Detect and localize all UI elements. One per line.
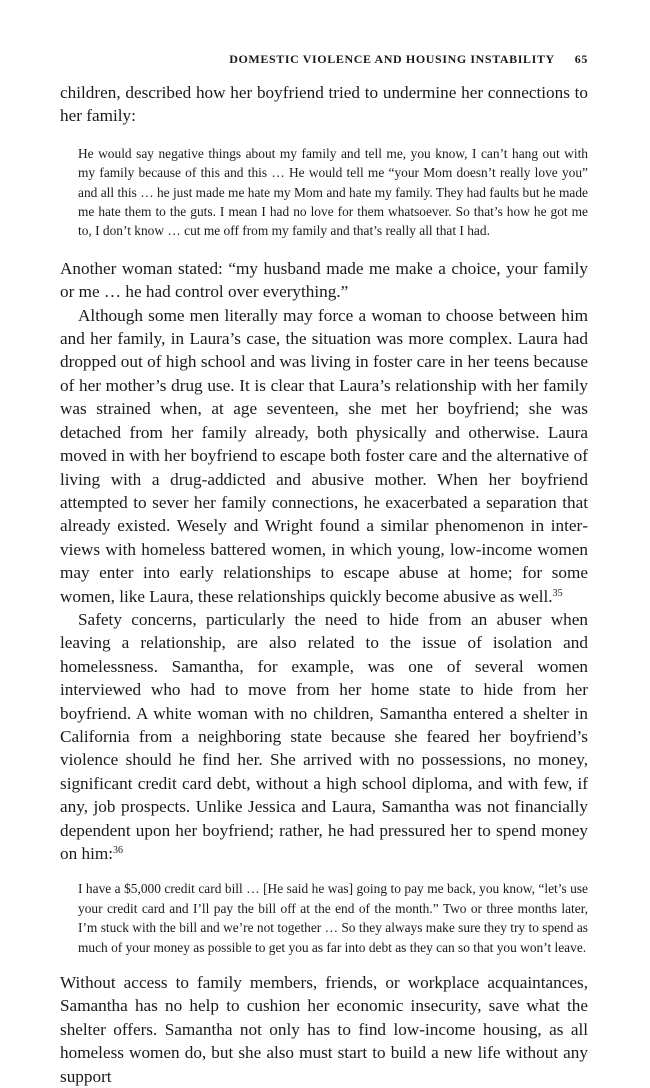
running-head-title: DOMESTIC VIOLENCE AND HOUSING INSTABILITY: [229, 52, 555, 66]
paragraph-2: Another woman stated: “my husband made me make a choice, your family or me … he had control over everything.”: [60, 258, 588, 302]
block-quote-1: He would say negative things about my family and tell me, you know, I can’t hang out with my family because of this and this … He would tell me “your Mom doesn’t really love you” and all this … he just made me hate my Mom and hate my family. They had faults but he made me hate them to the guts. I mean I had no love for them whatsoever. So that’s how he got me to, I don’t know … cut me off from my family and that’s really all that I had.: [78, 145, 588, 239]
page: [60, 52, 588, 1088]
paragraph-3: [60, 304, 588, 608]
paragraph-4: [60, 608, 588, 865]
block-quote-2: I have a $5,000 credit card bill … [He said he was] going to pay me back, you know, “let’s use your credit card and I’ll pay the bill off at the end of the month.” Two or three months later, I’m stuck with the bill and we’re not together … So they always make sure they try to spend as much of your money as possible to get you as far into debt as they can so that you won’t leave.: [78, 881, 588, 955]
running-header: [60, 52, 588, 67]
paragraph-4-text: Safety concerns, particularly the need to hide from an abuser when leaving a relationship, are also related to the issue of isolation and homelessness. Samantha, for example, was one of several women interviewed who had to move from her home state to hide from her boyfriend. A white woman with no children, Samantha entered a shelter in California from a neighboring state because she feared her boyfriend’s violence should he find her. She arrived with no possessions, no money, significant credit card debt, without a high school diploma, and with few, if any, job prospects. Unlike Jessica and Laura, Samantha was not financially dependent upon her boyfriend; rather, he had pressured her to spend money on him:: [60, 609, 588, 863]
paragraph-1: children, described how her boyfriend tried to undermine her connections to her family:: [60, 83, 588, 126]
footnote-ref-36[interactable]: 36: [113, 845, 123, 856]
footnote-ref-35[interactable]: 35: [552, 587, 563, 599]
page-number: 65: [574, 52, 588, 66]
paragraph-3-text: Although some men literally may force a woman to choose between him and her family, in Laura’s case, the situation was more complex. Laura had dropped out of high school and was living in foster care in her teens because of her mother’s drug use. It is clear that Laura’s relationship with her family was strained when, at age seventeen, she met her boyfriend; she was detached from her family already, both physically and otherwise. Laura moved in with her boyfriend to escape both foster care and the alternative of living with a drug-addicted and abusive mother. When her boyfriend attempted to sever her family connections, he exacerbated a separation that already existed. Wesely and Wright found a similar phenomenon in interviews with homeless battered women, in which young, low-income women may enter into early relationships to escape abuse at home; for some women, like Laura, these relationships quickly become abusive as well.: [60, 305, 588, 606]
paragraph-5: Without access to family members, friends, or workplace acquaintances, Samantha has no help to cushion her economic insecurity, save what the shelter offers. Samantha not only has to find low-income housing, as all homeless women do, but she also must start to build a new life without any support: [60, 973, 588, 1086]
